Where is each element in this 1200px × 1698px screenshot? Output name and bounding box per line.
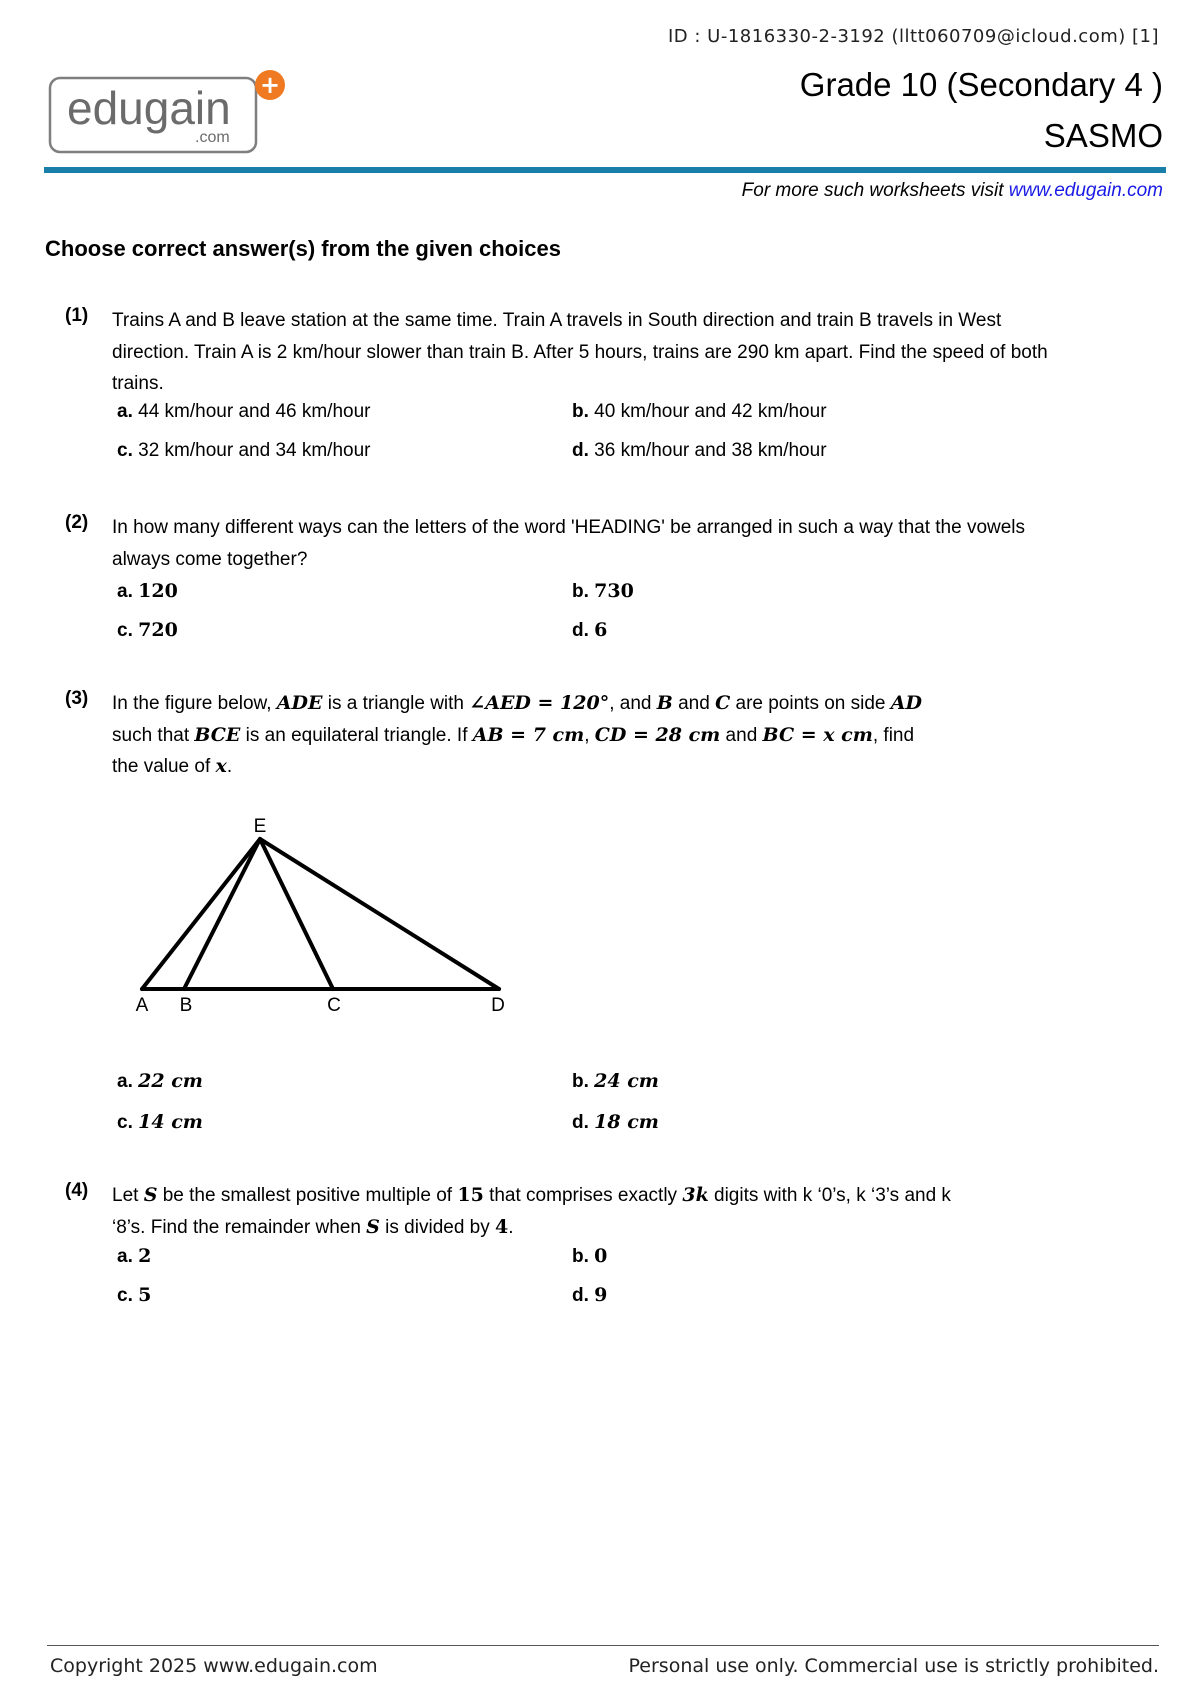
user-id: ID : U-1816330-2-3192 (lltt060709@icloud.com) [1]: [668, 26, 1159, 47]
option-c[interactable]: c. 32 km/hour and 34 km/hour: [117, 440, 371, 461]
option-d[interactable]: d. 6: [572, 619, 608, 641]
svg-text:+: +: [259, 71, 281, 99]
question-text: Trains A and B leave station at the same time. Train A travels in South direction and train B travels in West direction. Train A is 2 km/hour slower than train B. After 5 hours, trains are 290 km apart. Find the speed of both trains.: [112, 310, 1048, 394]
logo-text: edugain: [67, 82, 231, 134]
question-text: In the figure below, ADE is a triangle with ∠AED = 120°, and B and C are points on side AD such that BCE is an equilateral triangle. If AB = 7 cm, CD = 28 cm and BC = x cm, find the value of x.: [112, 692, 922, 777]
option-a[interactable]: a. 22 cm: [117, 1070, 203, 1092]
question-text: In how many different ways can the letters of the word 'HEADING' be arranged in such a way that the vowels always come together?: [112, 517, 1026, 570]
option-c[interactable]: c. 14 cm: [117, 1111, 203, 1133]
instruction-heading: Choose correct answer(s) from the given choices: [45, 236, 561, 261]
side-ae: [142, 839, 260, 989]
option-b[interactable]: b. 0: [572, 1245, 608, 1267]
question-number: (3): [65, 688, 89, 709]
copyright-text: Copyright 2025 www.edugain.com: [50, 1655, 378, 1677]
visit-note: For more such worksheets visit www.edugain.com: [741, 180, 1163, 201]
label-b: B: [179, 995, 193, 1016]
header-divider: [44, 167, 1166, 173]
question-number: (2): [65, 512, 89, 533]
segment-eb: [184, 839, 260, 989]
option-b[interactable]: b. 40 km/hour and 42 km/hour: [572, 401, 827, 422]
grade-title: Grade 10 (Secondary 4 ): [799, 66, 1163, 103]
option-c[interactable]: c. 5: [117, 1284, 152, 1306]
label-a: A: [135, 995, 149, 1016]
footer-divider: [47, 1645, 1159, 1646]
edugain-logo: [47, 68, 287, 160]
usage-notice: Personal use only. Commercial use is strictly prohibited.: [628, 1655, 1159, 1677]
option-d[interactable]: d. 9: [572, 1284, 608, 1306]
logo-sub: .com: [195, 129, 230, 146]
option-d[interactable]: d. 18 cm: [572, 1111, 659, 1133]
label-d: D: [491, 995, 505, 1016]
question-text: Let S be the smallest positive multiple of 15 that comprises exactly 3k digits with k ‘0’s, k ‘3’s and k ‘8’s. Find the remainder when S is divided by 4.: [112, 1184, 951, 1238]
website-link[interactable]: www.edugain.com: [1008, 180, 1163, 201]
subject-title: SASMO: [1043, 117, 1163, 154]
option-a[interactable]: a. 44 km/hour and 46 km/hour: [117, 401, 371, 422]
option-b[interactable]: b. 730: [572, 580, 634, 602]
question-number: (4): [65, 1180, 89, 1201]
option-a[interactable]: a. 2: [117, 1245, 152, 1267]
question-number: (1): [65, 305, 89, 326]
option-c[interactable]: c. 720: [117, 619, 178, 641]
triangle-figure: [120, 810, 520, 1020]
option-d[interactable]: d. 36 km/hour and 38 km/hour: [572, 440, 827, 461]
option-a[interactable]: a. 120: [117, 580, 178, 602]
label-e: E: [253, 816, 267, 837]
label-c: C: [327, 995, 341, 1016]
option-b[interactable]: b. 24 cm: [572, 1070, 659, 1092]
